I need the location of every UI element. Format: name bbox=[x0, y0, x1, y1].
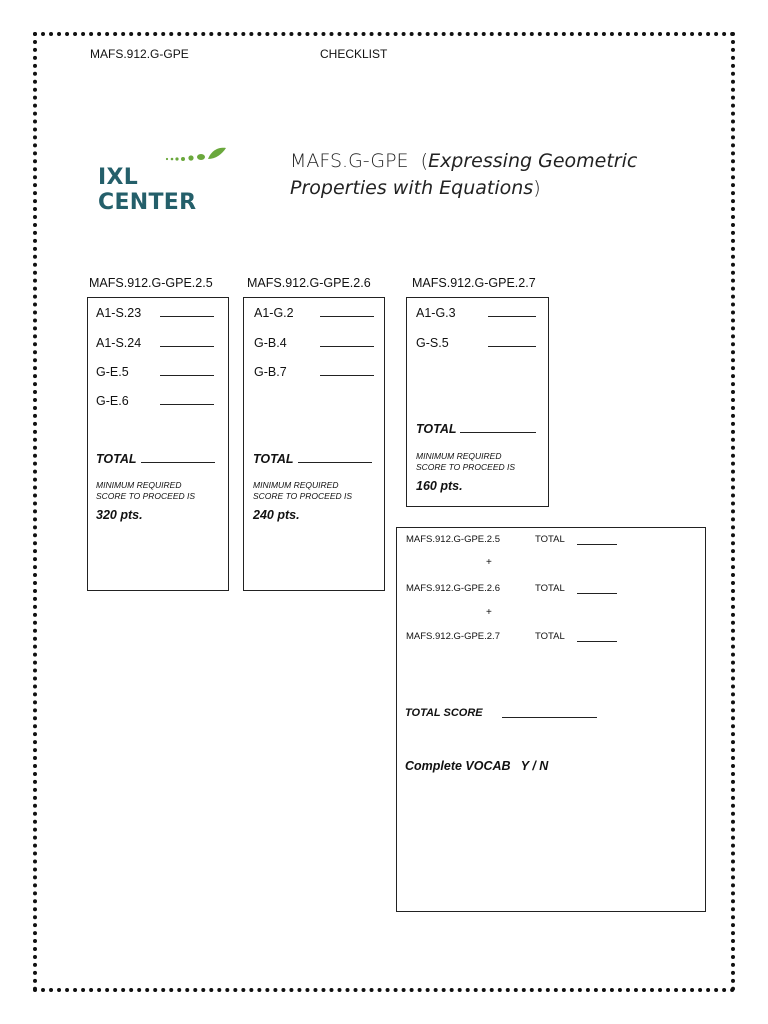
score-blank[interactable] bbox=[320, 306, 374, 317]
list-item bbox=[96, 306, 141, 320]
header-checklist: CHECKLIST bbox=[320, 47, 388, 61]
column-label-2-5: MAFS.912.G-GPE.2.5 bbox=[89, 276, 213, 290]
total-blank[interactable] bbox=[298, 452, 372, 463]
score-blank[interactable] bbox=[488, 336, 536, 347]
header-code: MAFS.912.G-GPE bbox=[90, 47, 189, 61]
minimum-required-line1: MINIMUM REQUIRED bbox=[253, 480, 339, 490]
total-label: TOTAL bbox=[96, 452, 137, 466]
item-label: G-B.4 bbox=[254, 336, 287, 350]
minimum-required-line1: MINIMUM REQUIRED bbox=[96, 480, 182, 490]
item-label: G-S.5 bbox=[416, 336, 449, 350]
total-label: TOTAL bbox=[416, 422, 457, 436]
item-label: G-E.6 bbox=[96, 394, 129, 408]
title-subtitle-line2: Properties with Equations bbox=[290, 177, 534, 199]
item-label: G-E.5 bbox=[96, 365, 129, 379]
total-row bbox=[253, 452, 294, 466]
summary-row bbox=[406, 631, 565, 642]
summary-code: MAFS.912.G-GPE.2.7 bbox=[406, 631, 500, 642]
plus-sign: + bbox=[486, 557, 492, 568]
item-label: A1-G.2 bbox=[254, 306, 294, 320]
list-item bbox=[96, 336, 141, 350]
total-score-row bbox=[405, 707, 483, 719]
total-score-blank[interactable] bbox=[502, 707, 597, 718]
list-item bbox=[96, 394, 129, 408]
summary-total-blank[interactable] bbox=[577, 583, 617, 594]
page-title bbox=[290, 148, 710, 202]
list-item bbox=[254, 336, 287, 350]
total-score-label: TOTAL SCORE bbox=[405, 707, 483, 719]
summary-total-blank[interactable] bbox=[577, 534, 617, 545]
item-label: A1-G.3 bbox=[416, 306, 456, 320]
title-paren-close: ) bbox=[533, 177, 541, 199]
summary-code: MAFS.912.G-GPE.2.5 bbox=[406, 534, 500, 545]
total-blank[interactable] bbox=[141, 452, 215, 463]
vocab-label: Complete VOCAB bbox=[405, 759, 511, 773]
score-blank[interactable] bbox=[488, 306, 536, 317]
total-row bbox=[96, 452, 137, 466]
score-blank[interactable] bbox=[320, 336, 374, 347]
plus-sign: + bbox=[486, 607, 492, 618]
item-label: A1-S.24 bbox=[96, 336, 142, 350]
minimum-required-line2: SCORE TO PROCEED IS bbox=[253, 491, 353, 501]
list-item bbox=[254, 306, 294, 320]
minimum-points: 160 pts. bbox=[416, 479, 463, 493]
list-item bbox=[254, 365, 287, 379]
checklist-box-2-6 bbox=[243, 297, 385, 591]
logo-text: IXL CENTER bbox=[98, 165, 197, 215]
score-blank[interactable] bbox=[160, 365, 214, 376]
minimum-required-line2: SCORE TO PROCEED IS bbox=[96, 491, 196, 501]
vocab-row bbox=[405, 759, 548, 773]
total-blank[interactable] bbox=[460, 422, 536, 433]
summary-code: MAFS.912.G-GPE.2.6 bbox=[406, 583, 500, 594]
summary-total-blank[interactable] bbox=[577, 631, 617, 642]
summary-box bbox=[396, 527, 706, 912]
item-label: A1-S.23 bbox=[96, 306, 142, 320]
total-label: TOTAL bbox=[253, 452, 294, 466]
minimum-required-line1: MINIMUM REQUIRED bbox=[416, 451, 502, 461]
column-label-2-7: MAFS.912.G-GPE.2.7 bbox=[412, 276, 536, 290]
checklist-box-2-5 bbox=[87, 297, 229, 591]
title-paren-open: ( bbox=[420, 150, 429, 172]
summary-total-label: TOTAL bbox=[535, 631, 565, 642]
ixl-center-logo bbox=[98, 143, 238, 215]
title-subtitle-line1: Expressing Geometric bbox=[428, 150, 638, 172]
score-blank[interactable] bbox=[160, 306, 214, 317]
item-label: G-B.7 bbox=[254, 365, 287, 379]
score-blank[interactable] bbox=[160, 336, 214, 347]
list-item bbox=[416, 306, 456, 320]
minimum-points: 320 pts. bbox=[96, 508, 143, 522]
summary-row bbox=[406, 583, 565, 594]
column-label-2-6: MAFS.912.G-GPE.2.6 bbox=[247, 276, 371, 290]
list-item bbox=[416, 336, 449, 350]
minimum-required-line2: SCORE TO PROCEED IS bbox=[416, 462, 516, 472]
logo-leaf-icon bbox=[164, 145, 234, 167]
title-code: MAFS.G-GPE bbox=[290, 150, 409, 172]
checklist-box-2-7 bbox=[406, 297, 549, 507]
score-blank[interactable] bbox=[320, 365, 374, 376]
summary-row bbox=[406, 534, 565, 545]
summary-total-label: TOTAL bbox=[535, 583, 565, 594]
score-blank[interactable] bbox=[160, 394, 214, 405]
total-row bbox=[416, 422, 457, 436]
list-item bbox=[96, 365, 129, 379]
minimum-points: 240 pts. bbox=[253, 508, 300, 522]
summary-total-label: TOTAL bbox=[535, 534, 565, 545]
vocab-options[interactable]: Y / N bbox=[520, 759, 549, 773]
